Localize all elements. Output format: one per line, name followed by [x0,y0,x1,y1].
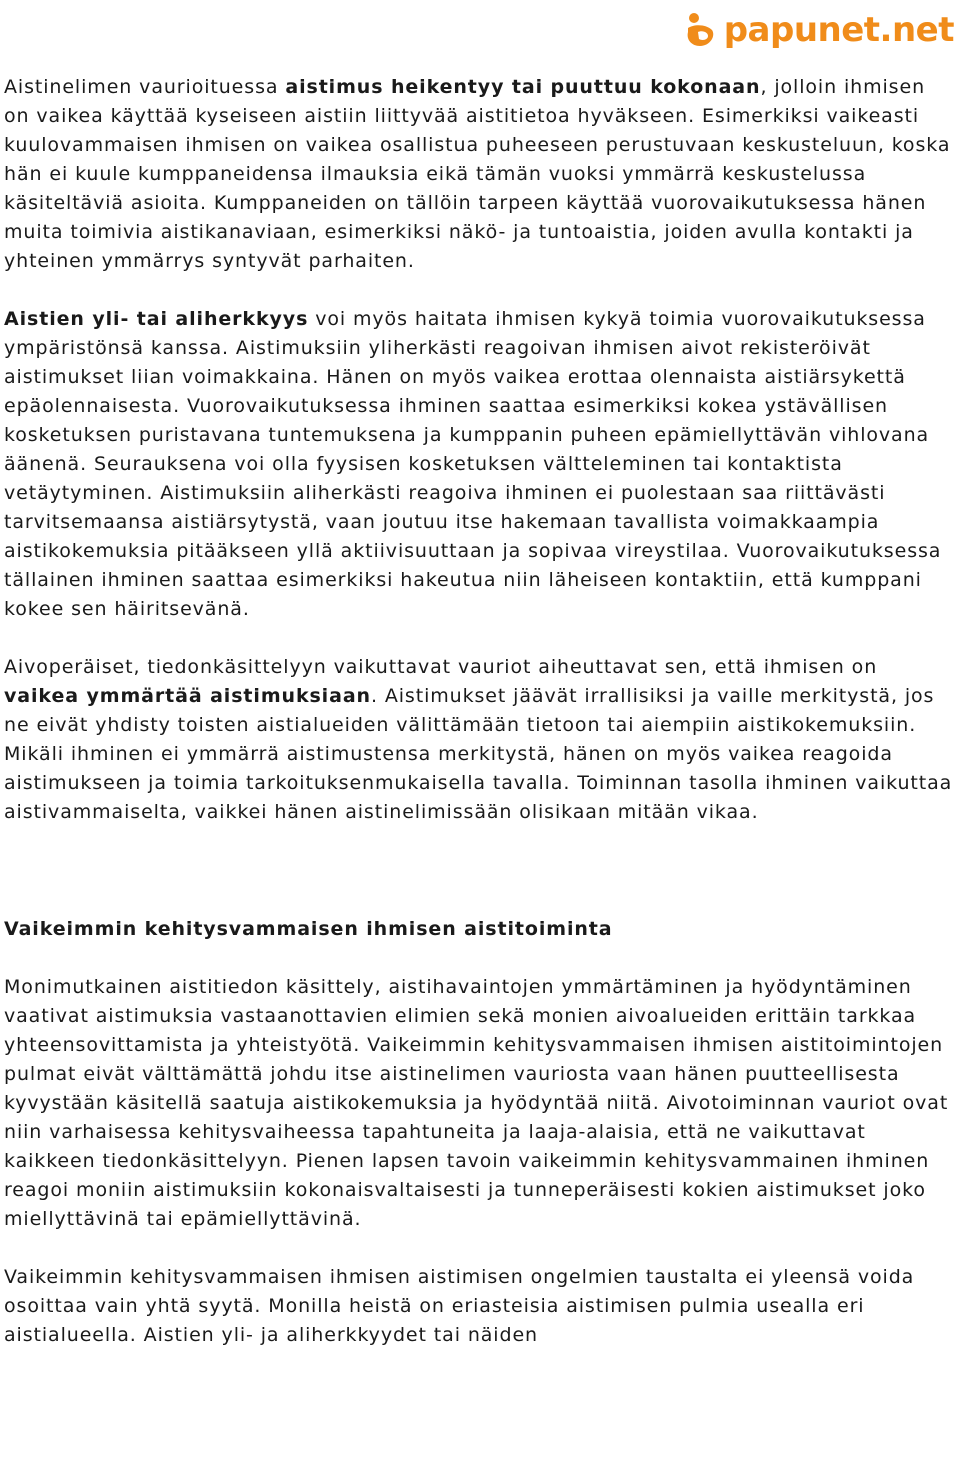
paragraph-4: Monimutkainen aistitiedon käsittely, aistihavaintojen ymmärtäminen ja hyödyntäminen vaativat aistimuksia vastaanottavien elimien sekä monien aivoalueiden erittäin tarkkaa yhteensovittamista ja yhteistyötä. Vaikeimmin kehitysvammaisen ihmisen aistitoimintojen pulmat eivät välttämättä johdu itse aistinelimen vauriosta vaan hänen puutteellisesta kyvystään käsitellä saatuja aistikokemuksia ja hyödyntää niitä. Aivotoiminnan vauriot ovat niin varhaisessa kehitysvaiheessa tapahtuneita ja laaja-alaisia, että ne vaikuttavat kaikkeen tiedonkäsittelyyn. Pienen lapsen tavoin vaikeimmin kehitysvammainen ihminen reagoi moniin aistimuksiin kokonaisvaltaisesti ja tunneperäisesti kokien aistimukset joko miellyttävinä tai epämiellyttävinä. [4,976,949,1230]
text-run: Aivoperäiset, tiedonkäsittelyyn vaikuttavat vauriot aiheuttavat sen, että ihmisen on [4,656,878,678]
emphasis-text: Aistien yli- tai aliherkkyys [4,308,309,330]
text-run: voi myös haitata ihmisen kykyä toimia vuorovaikutuksessa ympäristönsä kanssa. Aistimuksiin yliherkästi reagoivan ihmisen aivot rekisteröivät aistimukset liian voimakkaina. Hänen on myös vaikea erottaa olennaista aistiärsykettä epäolennaisesta. Vuorovaikutuksessa ihminen saattaa esimerkiksi kokea ystävällisen kosketuksen puristavana tuntemuksena ja kumppanin puheen epämiellyttävän vihlovana äänenä. Seurauksena voi olla fyysisen kosketuksen välttelеminen tai kontaktista vetäytyminen. Aistimuksiin aliherkästi reagoiva ihminen ei puolestaan saa riittävästi tarvitsemaansa aistiärsytystä, vaan joutuu itse hakemaan tavallista voimakkaampia aistikokemuksia pitääkseen yllä aktiivisuuttaan ja sopivaa vireystilaa. Vuorovaikutuksessa tällainen ihminen saattaa esimerkiksi hakeutua niin läheiseen kontaktiin, että kumppani kokee sen häiritsevänä. [4,308,942,620]
paragraph-5: Vaikeimmin kehitysvammaisen ihmisen aistimisen ongelmien taustalta ei yleensä voida osoittaa vain yhtä syytä. Monilla heistä on eriasteisia aistimisen pulmia usealla eri aistialueella. Aistien yli- ja aliherkkyydet tai näiden [4,1266,915,1346]
emphasis-text: vaikea ymmärtää aistimuksiaan [4,685,371,707]
paragraph-2 [4,305,956,624]
logo-text: papunet.net [723,10,954,50]
document-body [4,73,956,1350]
papunet-logo [684,6,954,54]
section-heading: Vaikeimmin kehitysvammaisen ihmisen aistitoiminta [4,918,613,940]
emphasis-text: aistimus heikentyy tai puuttuu kokonaan [285,76,761,98]
paragraph-3 [4,653,956,827]
text-run: Aistinelimen vaurioituessa [4,76,286,98]
text-run: . Aistimukset jäävät irrallisiksi ja vaille merkitystä, jos ne eivät yhdisty toisten aistialueiden välittämään tietoon tai aiempiin aistikokemuksiin. Mikäli ihminen ei ymmärrä aistimustensa merkitystä, hänen on myös vaikea reagoida aistimukseen ja toimia tarkoituksenmukaisella tavalla. Toiminnan tasolla ihminen vaikuttaa aistivammaiselta, vaikkei hänen aistinelimissään olisikaan mitään vikaa. [4,685,953,823]
paragraph-1 [4,73,956,276]
text-run: , jolloin ihmisen on vaikea käyttää kyseiseen aistiin liittyvää aistitietoa hyväkseen. Esimerkiksi vaikeasti kuulovammaisen ihmisen on vaikea osallistua puheeseen perustuvaan keskusteluun, koska hän ei kuule kumppaneidensa ilmauksia eikä tämän vuoksi ymmärrä keskustelussa käsiteltäviä asioita. Kumppaneiden on tällöin tarpeen käyttää vuorovaikutuksessa hänen muita toimivia aistikanaviaan, esimerkiksi näkö- ja tuntoaistia, joiden avulla kontakti ja yhteinen ymmärrys syntyvät parhaiten. [4,76,951,272]
papunet-logo-icon [684,10,718,50]
